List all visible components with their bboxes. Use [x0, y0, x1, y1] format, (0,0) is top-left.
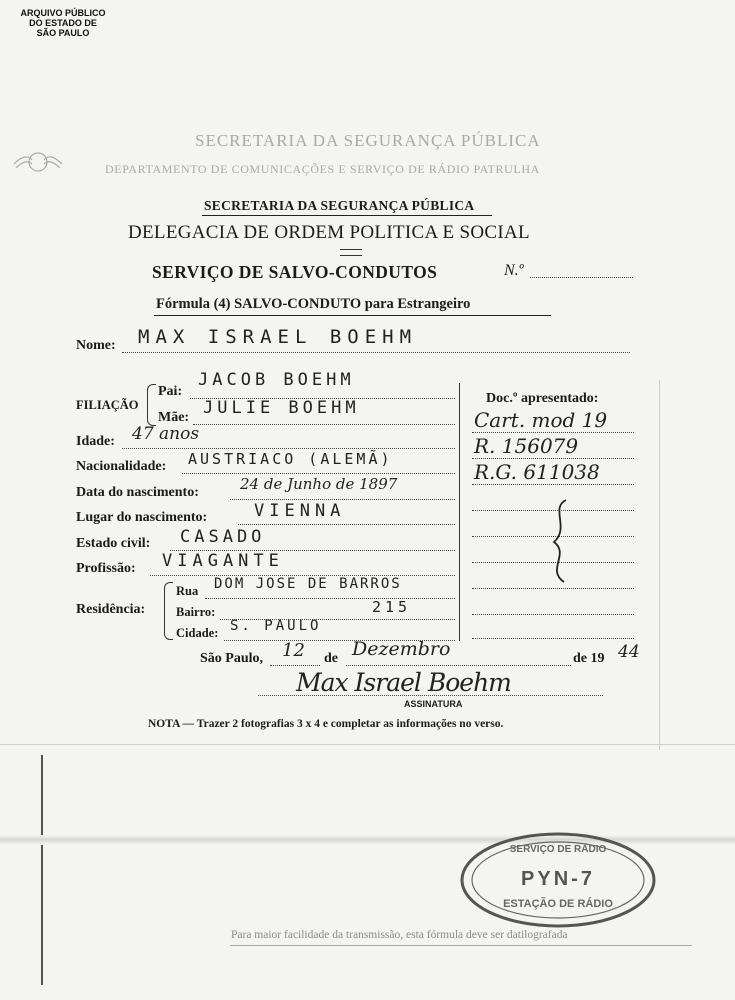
date-year: 44: [618, 642, 640, 662]
date-city: São Paulo,: [200, 651, 264, 666]
idade-value: 47 anos: [132, 424, 200, 444]
nacionalidade-label: Nacionalidade:: [76, 459, 167, 474]
stamp-top-text: SERVIÇO DE RÁDIO: [509, 844, 607, 855]
rua-label: Rua: [176, 584, 199, 598]
footer-note: Para maior facilidade da transmissão, esta fórmula deve ser datilografada: [231, 929, 568, 941]
date-month: Dezembro: [352, 638, 451, 660]
filiacao-label: FILIAÇÃO: [76, 398, 139, 412]
profissao-label: Profissão:: [76, 561, 136, 576]
filiacao-brace: [147, 384, 156, 426]
bairro-label: Bairro:: [176, 605, 216, 619]
bairro-value: 215: [372, 598, 412, 616]
coat-of-arms-emblem: [12, 148, 64, 174]
idade-label: Idade:: [76, 434, 115, 449]
archive-label-line: DO ESTADO DE: [29, 18, 97, 28]
handwritten-brace: [540, 498, 580, 584]
delegacia-title: DELEGACIA DE ORDEM POLITICA E SOCIAL: [128, 222, 530, 243]
estado-civil-label: Estado civil:: [76, 536, 151, 551]
formula-title: Fórmula (4) SALVO-CONDUTO para Estrangeiro: [156, 296, 471, 312]
radio-station-stamp: [458, 830, 658, 930]
numero-label: N.º: [504, 262, 524, 279]
faded-header-line2: DEPARTAMENTO DE COMUNICAÇÕES E SERVIÇO DE RÁDIO PATRULHA: [105, 162, 540, 176]
secretaria-title: SECRETARIA DA SEGURANÇA PÚBLICA: [204, 198, 475, 213]
right-fold-line: [659, 380, 660, 750]
column-divider: [459, 383, 460, 641]
faded-header-line1: SECRETARIA DA SEGURANÇA PÚBLICA: [195, 131, 541, 150]
mae-value: JULIE BOEHM: [203, 398, 360, 418]
date-de-1: de: [324, 651, 338, 666]
signature: Max Israel Boehm: [296, 668, 511, 697]
archive-label: [8, 8, 118, 38]
mae-label: Mãe:: [158, 410, 190, 425]
lugar-nascimento-value: VIENNA: [254, 501, 346, 521]
nota-text: NOTA — Trazer 2 fotografias 3 x 4 e completar as informações no verso.: [148, 718, 504, 730]
residencia-brace: [164, 582, 173, 640]
servico-title: SERVIÇO DE SALVO-CONDUTOS: [152, 262, 438, 282]
left-border-line: [41, 755, 43, 985]
cidade-label: Cidade:: [176, 626, 219, 640]
nacionalidade-value: AUSTRIACO (ALEMÃ): [188, 450, 393, 468]
fold-crease-upper: [0, 744, 735, 745]
pai-value: JACOB BOEHM: [198, 370, 355, 390]
estado-civil-value: CASADO: [180, 527, 266, 547]
documento-line-1: Cart. mod 19: [474, 408, 608, 432]
date-day: 12: [282, 640, 305, 661]
data-nascimento-label: Data do nascimento:: [76, 485, 199, 500]
cidade-value: S. PAULO: [230, 618, 322, 634]
stamp-center-text: PYN-7: [521, 868, 595, 890]
documento-line-3: R.G. 611038: [474, 460, 600, 484]
date-de-2: de 19: [573, 651, 605, 666]
residencia-label: Residência:: [76, 602, 146, 617]
signature-label: ASSINATURA: [404, 699, 463, 709]
documento-line-2: R. 156079: [474, 434, 579, 458]
pai-label: Pai:: [158, 384, 183, 399]
archive-label-line: ARQUIVO PÚBLICO: [20, 8, 106, 18]
profissao-value: VIAGANTE: [162, 551, 284, 571]
stamp-bottom-text: ESTAÇÃO DE RÁDIO: [503, 898, 613, 910]
rua-value: DOM JOSE DE BARROS: [214, 576, 402, 592]
lugar-nascimento-label: Lugar do nascimento:: [76, 510, 208, 525]
data-nascimento-value: 24 de Junho de 1897: [240, 475, 398, 493]
nome-value: MAX ISRAEL BOEHM: [138, 326, 418, 348]
documento-label: Doc.º apresentado:: [486, 391, 599, 406]
archive-label-line: SÃO PAULO: [36, 28, 90, 38]
header-ornament: [340, 249, 362, 256]
nome-label: Nome:: [76, 338, 116, 353]
